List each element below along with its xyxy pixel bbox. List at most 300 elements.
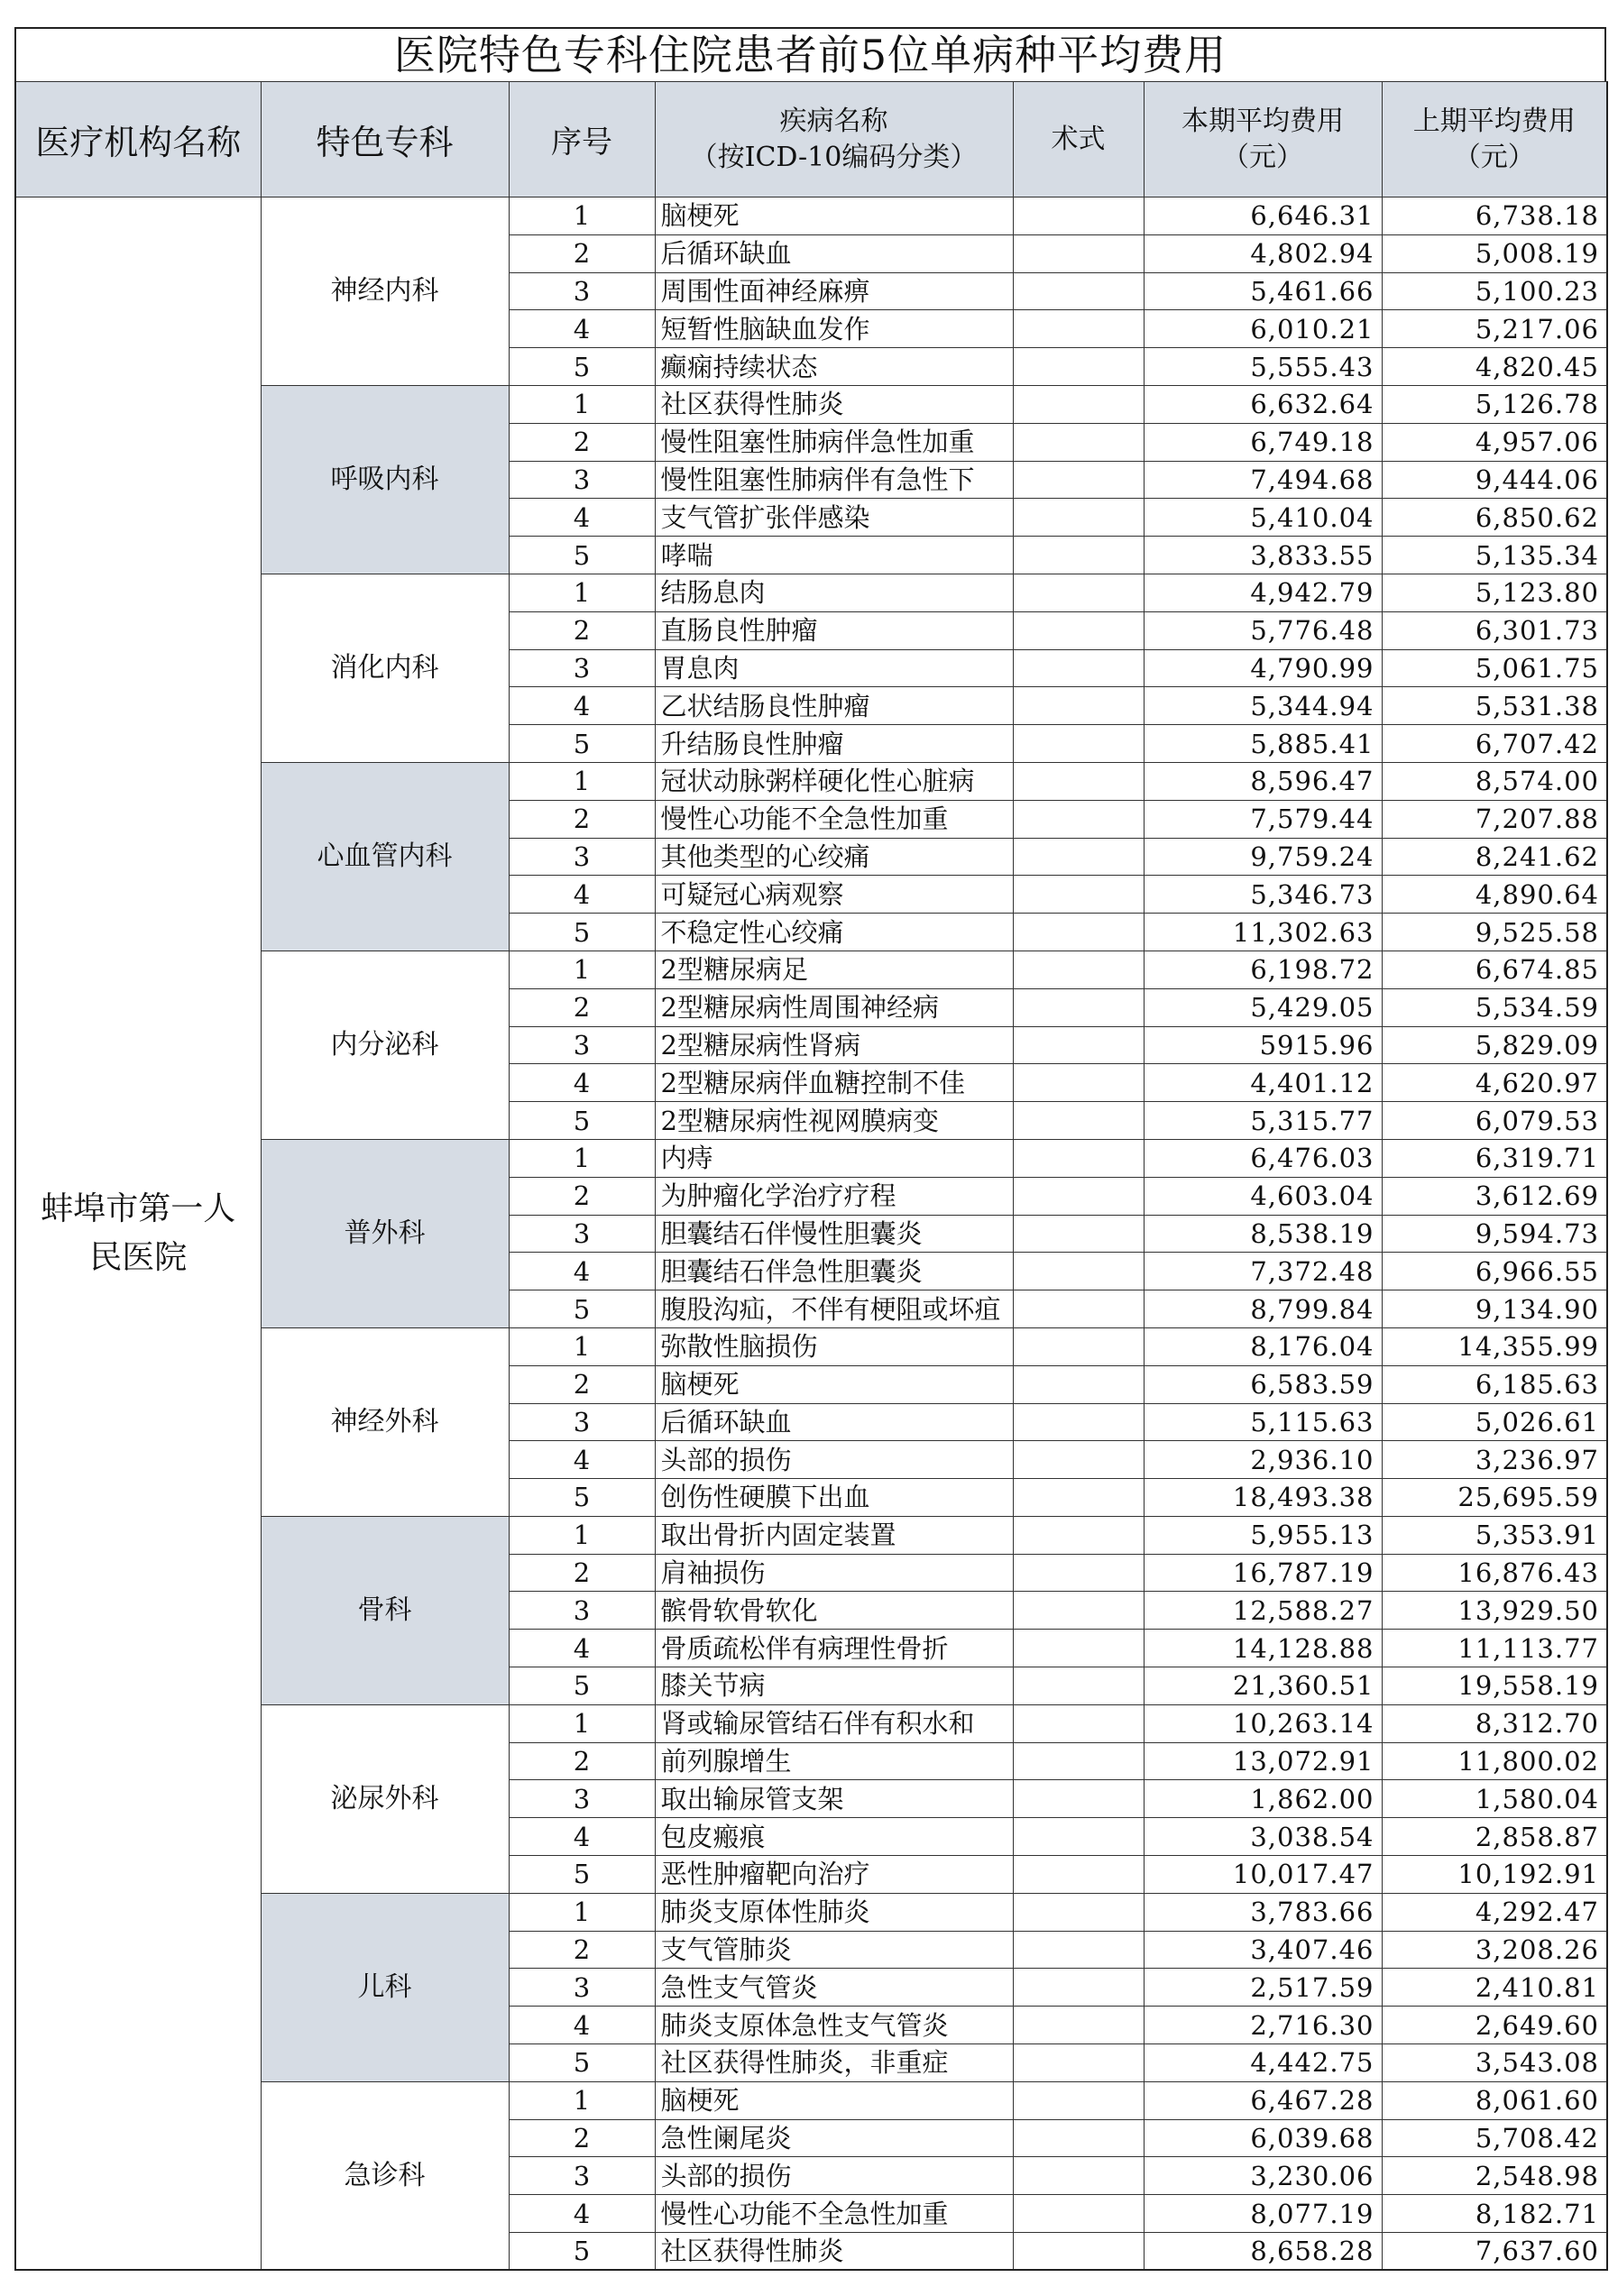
procedure-cell bbox=[1013, 2157, 1144, 2195]
procedure-cell bbox=[1013, 762, 1144, 800]
previous-avg-cost: 6,738.18 bbox=[1382, 197, 1607, 235]
procedure-cell bbox=[1013, 234, 1144, 272]
previous-avg-cost: 14,355.99 bbox=[1382, 1327, 1607, 1365]
row-seq: 1 bbox=[509, 1139, 655, 1177]
specialty-name: 内分泌科 bbox=[261, 951, 509, 1139]
current-avg-cost: 5,429.05 bbox=[1144, 988, 1382, 1026]
specialty-name: 骨科 bbox=[261, 1516, 509, 1704]
previous-avg-cost: 3,543.08 bbox=[1382, 2044, 1607, 2082]
disease-name: 后循环缺血 bbox=[655, 234, 1013, 272]
current-avg-cost: 5,461.66 bbox=[1144, 272, 1382, 310]
current-avg-cost: 4,442.75 bbox=[1144, 2044, 1382, 2082]
disease-name: 冠状动脉粥样硬化性心脏病 bbox=[655, 762, 1013, 800]
row-seq: 3 bbox=[509, 1592, 655, 1630]
procedure-cell bbox=[1013, 800, 1144, 838]
previous-avg-cost: 2,410.81 bbox=[1382, 1969, 1607, 2007]
current-avg-cost: 2,716.30 bbox=[1144, 2007, 1382, 2044]
current-avg-cost: 6,749.18 bbox=[1144, 423, 1382, 461]
previous-avg-cost: 5,135.34 bbox=[1382, 537, 1607, 574]
procedure-cell bbox=[1013, 1215, 1144, 1253]
row-seq: 5 bbox=[509, 1290, 655, 1328]
row-seq: 3 bbox=[509, 649, 655, 687]
previous-avg-cost: 6,319.71 bbox=[1382, 1139, 1607, 1177]
previous-avg-cost: 2,858.87 bbox=[1382, 1818, 1607, 1856]
specialty-name: 呼吸内科 bbox=[261, 385, 509, 574]
previous-avg-cost: 3,208.26 bbox=[1382, 1931, 1607, 1969]
header-current-line2: （元） bbox=[1222, 141, 1303, 173]
previous-avg-cost: 4,292.47 bbox=[1382, 1893, 1607, 1931]
previous-avg-cost: 6,850.62 bbox=[1382, 499, 1607, 537]
header-previous-cost bbox=[1382, 82, 1607, 197]
previous-avg-cost: 2,548.98 bbox=[1382, 2157, 1607, 2195]
row-seq: 3 bbox=[509, 461, 655, 499]
disease-name: 2型糖尿病性周围神经病 bbox=[655, 988, 1013, 1026]
procedure-cell bbox=[1013, 348, 1144, 386]
row-seq: 4 bbox=[509, 687, 655, 725]
row-seq: 2 bbox=[509, 1365, 655, 1403]
specialty-name: 神经外科 bbox=[261, 1327, 509, 1516]
current-avg-cost: 8,176.04 bbox=[1144, 1327, 1382, 1365]
previous-avg-cost: 3,612.69 bbox=[1382, 1177, 1607, 1215]
current-avg-cost: 10,263.14 bbox=[1144, 1704, 1382, 1742]
previous-avg-cost: 5,217.06 bbox=[1382, 310, 1607, 348]
row-seq: 3 bbox=[509, 272, 655, 310]
cost-table bbox=[14, 81, 1608, 2271]
procedure-cell bbox=[1013, 1818, 1144, 1856]
header-institution: 医疗机构名称 bbox=[15, 82, 261, 197]
procedure-cell bbox=[1013, 876, 1144, 914]
row-seq: 4 bbox=[509, 1253, 655, 1290]
procedure-cell bbox=[1013, 2233, 1144, 2271]
previous-avg-cost: 6,079.53 bbox=[1382, 1102, 1607, 1140]
disease-name: 慢性阻塞性肺病伴有急性下 bbox=[655, 461, 1013, 499]
row-seq: 4 bbox=[509, 499, 655, 537]
disease-name: 慢性阻塞性肺病伴急性加重 bbox=[655, 423, 1013, 461]
current-avg-cost: 5,776.48 bbox=[1144, 611, 1382, 649]
specialty-name: 急诊科 bbox=[261, 2081, 509, 2270]
disease-name: 胆囊结石伴慢性胆囊炎 bbox=[655, 1215, 1013, 1253]
current-avg-cost: 11,302.63 bbox=[1144, 914, 1382, 951]
current-avg-cost: 8,799.84 bbox=[1144, 1290, 1382, 1328]
procedure-cell bbox=[1013, 914, 1144, 951]
procedure-cell bbox=[1013, 838, 1144, 876]
disease-name: 社区获得性肺炎 bbox=[655, 385, 1013, 423]
row-seq: 1 bbox=[509, 197, 655, 235]
disease-name: 脑梗死 bbox=[655, 1365, 1013, 1403]
row-seq: 2 bbox=[509, 423, 655, 461]
procedure-cell bbox=[1013, 310, 1144, 348]
disease-name: 取出骨折内固定装置 bbox=[655, 1516, 1013, 1554]
row-seq: 5 bbox=[509, 2044, 655, 2082]
header-seq: 序号 bbox=[509, 82, 655, 197]
procedure-cell bbox=[1013, 611, 1144, 649]
current-avg-cost: 4,790.99 bbox=[1144, 649, 1382, 687]
previous-avg-cost: 10,192.91 bbox=[1382, 1856, 1607, 1894]
current-avg-cost: 1,862.00 bbox=[1144, 1780, 1382, 1818]
row-seq: 3 bbox=[509, 838, 655, 876]
disease-name: 社区获得性肺炎 bbox=[655, 2233, 1013, 2271]
current-avg-cost: 3,407.46 bbox=[1144, 1931, 1382, 1969]
procedure-cell bbox=[1013, 1177, 1144, 1215]
current-avg-cost: 13,072.91 bbox=[1144, 1742, 1382, 1780]
header-disease-line2: （按ICD-10编码分类） bbox=[690, 141, 978, 173]
disease-name: 膝关节病 bbox=[655, 1667, 1013, 1705]
row-seq: 5 bbox=[509, 348, 655, 386]
procedure-cell bbox=[1013, 1441, 1144, 1479]
header-previous-line2: （元） bbox=[1453, 141, 1535, 173]
disease-name: 腹股沟疝，不伴有梗阻或坏疽 bbox=[655, 1290, 1013, 1328]
row-seq: 1 bbox=[509, 1327, 655, 1365]
row-seq: 2 bbox=[509, 1554, 655, 1592]
specialty-name: 心血管内科 bbox=[261, 762, 509, 951]
disease-name: 不稳定性心绞痛 bbox=[655, 914, 1013, 951]
row-seq: 5 bbox=[509, 537, 655, 574]
row-seq: 2 bbox=[509, 234, 655, 272]
disease-name: 胃息肉 bbox=[655, 649, 1013, 687]
previous-avg-cost: 8,312.70 bbox=[1382, 1704, 1607, 1742]
disease-name: 可疑冠心病观察 bbox=[655, 876, 1013, 914]
disease-name: 髌骨软骨软化 bbox=[655, 1592, 1013, 1630]
current-avg-cost: 2,936.10 bbox=[1144, 1441, 1382, 1479]
row-seq: 1 bbox=[509, 1704, 655, 1742]
row-seq: 4 bbox=[509, 876, 655, 914]
previous-avg-cost: 8,061.60 bbox=[1382, 2081, 1607, 2119]
current-avg-cost: 5,555.43 bbox=[1144, 348, 1382, 386]
procedure-cell bbox=[1013, 2119, 1144, 2157]
header-row bbox=[15, 82, 1607, 197]
row-seq: 1 bbox=[509, 2081, 655, 2119]
procedure-cell bbox=[1013, 687, 1144, 725]
procedure-cell bbox=[1013, 537, 1144, 574]
previous-avg-cost: 19,558.19 bbox=[1382, 1667, 1607, 1705]
procedure-cell bbox=[1013, 2195, 1144, 2233]
disease-name: 升结肠良性肿瘤 bbox=[655, 725, 1013, 763]
previous-avg-cost: 6,185.63 bbox=[1382, 1365, 1607, 1403]
current-avg-cost: 4,802.94 bbox=[1144, 234, 1382, 272]
procedure-cell bbox=[1013, 1893, 1144, 1931]
disease-name: 恶性肿瘤靶向治疗 bbox=[655, 1856, 1013, 1894]
previous-avg-cost: 5,026.61 bbox=[1382, 1403, 1607, 1441]
row-seq: 1 bbox=[509, 1516, 655, 1554]
row-seq: 1 bbox=[509, 385, 655, 423]
previous-avg-cost: 11,113.77 bbox=[1382, 1630, 1607, 1667]
previous-avg-cost: 3,236.97 bbox=[1382, 1441, 1607, 1479]
procedure-cell bbox=[1013, 1704, 1144, 1742]
procedure-cell bbox=[1013, 1856, 1144, 1894]
procedure-cell bbox=[1013, 1290, 1144, 1328]
disease-name: 慢性心功能不全急性加重 bbox=[655, 800, 1013, 838]
disease-name: 肾或输尿管结石伴有积水和 bbox=[655, 1704, 1013, 1742]
previous-avg-cost: 25,695.59 bbox=[1382, 1479, 1607, 1517]
disease-name: 急性支气管炎 bbox=[655, 1969, 1013, 2007]
row-seq: 4 bbox=[509, 2195, 655, 2233]
current-avg-cost: 18,493.38 bbox=[1144, 1479, 1382, 1517]
procedure-cell bbox=[1013, 1139, 1144, 1177]
institution-name: 蚌埠市第一人民医院 bbox=[15, 197, 261, 2271]
row-seq: 3 bbox=[509, 1969, 655, 2007]
current-avg-cost: 14,128.88 bbox=[1144, 1630, 1382, 1667]
disease-name: 为肿瘤化学治疗疗程 bbox=[655, 1177, 1013, 1215]
previous-avg-cost: 11,800.02 bbox=[1382, 1742, 1607, 1780]
current-avg-cost: 6,632.64 bbox=[1144, 385, 1382, 423]
table-body bbox=[15, 197, 1607, 2271]
row-seq: 5 bbox=[509, 2233, 655, 2271]
header-current-line1: 本期平均费用 bbox=[1181, 105, 1344, 137]
procedure-cell bbox=[1013, 1064, 1144, 1102]
current-avg-cost: 8,538.19 bbox=[1144, 1215, 1382, 1253]
row-seq: 5 bbox=[509, 1856, 655, 1894]
disease-name: 肺炎支原体性肺炎 bbox=[655, 1893, 1013, 1931]
procedure-cell bbox=[1013, 1403, 1144, 1441]
previous-avg-cost: 2,649.60 bbox=[1382, 2007, 1607, 2044]
header-disease-line1: 疾病名称 bbox=[779, 105, 888, 137]
procedure-cell bbox=[1013, 1253, 1144, 1290]
previous-avg-cost: 5,531.38 bbox=[1382, 687, 1607, 725]
current-avg-cost: 21,360.51 bbox=[1144, 1667, 1382, 1705]
disease-name: 结肠息肉 bbox=[655, 574, 1013, 611]
previous-avg-cost: 4,620.97 bbox=[1382, 1064, 1607, 1102]
previous-avg-cost: 5,353.91 bbox=[1382, 1516, 1607, 1554]
current-avg-cost: 9,759.24 bbox=[1144, 838, 1382, 876]
row-seq: 5 bbox=[509, 1102, 655, 1140]
procedure-cell bbox=[1013, 1931, 1144, 1969]
previous-avg-cost: 5,708.42 bbox=[1382, 2119, 1607, 2157]
row-seq: 5 bbox=[509, 725, 655, 763]
procedure-cell bbox=[1013, 1327, 1144, 1365]
procedure-cell bbox=[1013, 197, 1144, 235]
disease-name: 肺炎支原体急性支气管炎 bbox=[655, 2007, 1013, 2044]
procedure-cell bbox=[1013, 1780, 1144, 1818]
header-specialty: 特色专科 bbox=[261, 82, 509, 197]
current-avg-cost: 5,955.13 bbox=[1144, 1516, 1382, 1554]
disease-name: 脑梗死 bbox=[655, 2081, 1013, 2119]
current-avg-cost: 4,401.12 bbox=[1144, 1064, 1382, 1102]
disease-name: 骨质疏松伴有病理性骨折 bbox=[655, 1630, 1013, 1667]
row-seq: 4 bbox=[509, 1630, 655, 1667]
row-seq: 1 bbox=[509, 762, 655, 800]
disease-name: 短暂性脑缺血发作 bbox=[655, 310, 1013, 348]
row-seq: 3 bbox=[509, 1403, 655, 1441]
disease-name: 社区获得性肺炎，非重症 bbox=[655, 2044, 1013, 2082]
procedure-cell bbox=[1013, 1479, 1144, 1517]
disease-name: 头部的损伤 bbox=[655, 1441, 1013, 1479]
row-seq: 4 bbox=[509, 1818, 655, 1856]
disease-name: 后循环缺血 bbox=[655, 1403, 1013, 1441]
procedure-cell bbox=[1013, 574, 1144, 611]
current-avg-cost: 8,596.47 bbox=[1144, 762, 1382, 800]
previous-avg-cost: 5,061.75 bbox=[1382, 649, 1607, 687]
current-avg-cost: 5,344.94 bbox=[1144, 687, 1382, 725]
procedure-cell bbox=[1013, 649, 1144, 687]
disease-name: 2型糖尿病性肾病 bbox=[655, 1026, 1013, 1064]
disease-name: 2型糖尿病性视网膜病变 bbox=[655, 1102, 1013, 1140]
previous-avg-cost: 13,929.50 bbox=[1382, 1592, 1607, 1630]
row-seq: 2 bbox=[509, 1742, 655, 1780]
procedure-cell bbox=[1013, 1516, 1144, 1554]
disease-name: 包皮瘢痕 bbox=[655, 1818, 1013, 1856]
row-seq: 1 bbox=[509, 1893, 655, 1931]
disease-name: 胆囊结石伴急性胆囊炎 bbox=[655, 1253, 1013, 1290]
current-avg-cost: 5915.96 bbox=[1144, 1026, 1382, 1064]
previous-avg-cost: 4,890.64 bbox=[1382, 876, 1607, 914]
procedure-cell bbox=[1013, 1630, 1144, 1667]
previous-avg-cost: 8,182.71 bbox=[1382, 2195, 1607, 2233]
previous-avg-cost: 6,966.55 bbox=[1382, 1253, 1607, 1290]
disease-name: 哮喘 bbox=[655, 537, 1013, 574]
spreadsheet bbox=[14, 27, 1606, 2271]
row-seq: 4 bbox=[509, 310, 655, 348]
row-seq: 1 bbox=[509, 574, 655, 611]
disease-name: 2型糖尿病足 bbox=[655, 951, 1013, 988]
procedure-cell bbox=[1013, 1592, 1144, 1630]
specialty-name: 儿科 bbox=[261, 1893, 509, 2081]
disease-name: 创伤性硬膜下出血 bbox=[655, 1479, 1013, 1517]
procedure-cell bbox=[1013, 951, 1144, 988]
disease-name: 支气管肺炎 bbox=[655, 1931, 1013, 1969]
current-avg-cost: 16,787.19 bbox=[1144, 1554, 1382, 1592]
procedure-cell bbox=[1013, 272, 1144, 310]
row-seq: 2 bbox=[509, 1177, 655, 1215]
current-avg-cost: 6,039.68 bbox=[1144, 2119, 1382, 2157]
current-avg-cost: 5,410.04 bbox=[1144, 499, 1382, 537]
current-avg-cost: 3,230.06 bbox=[1144, 2157, 1382, 2195]
specialty-name: 神经内科 bbox=[261, 197, 509, 386]
procedure-cell bbox=[1013, 1026, 1144, 1064]
previous-avg-cost: 5,126.78 bbox=[1382, 385, 1607, 423]
previous-avg-cost: 6,707.42 bbox=[1382, 725, 1607, 763]
disease-name: 乙状结肠良性肿瘤 bbox=[655, 687, 1013, 725]
row-seq: 2 bbox=[509, 2119, 655, 2157]
row-seq: 5 bbox=[509, 1667, 655, 1705]
previous-avg-cost: 5,534.59 bbox=[1382, 988, 1607, 1026]
previous-avg-cost: 4,820.45 bbox=[1382, 348, 1607, 386]
current-avg-cost: 7,579.44 bbox=[1144, 800, 1382, 838]
previous-avg-cost: 8,241.62 bbox=[1382, 838, 1607, 876]
disease-name: 内痔 bbox=[655, 1139, 1013, 1177]
row-seq: 2 bbox=[509, 800, 655, 838]
current-avg-cost: 5,315.77 bbox=[1144, 1102, 1382, 1140]
previous-avg-cost: 8,574.00 bbox=[1382, 762, 1607, 800]
disease-name: 慢性心功能不全急性加重 bbox=[655, 2195, 1013, 2233]
procedure-cell bbox=[1013, 725, 1144, 763]
row-seq: 2 bbox=[509, 1931, 655, 1969]
disease-name: 2型糖尿病伴血糖控制不佳 bbox=[655, 1064, 1013, 1102]
disease-name: 直肠良性肿瘤 bbox=[655, 611, 1013, 649]
current-avg-cost: 6,010.21 bbox=[1144, 310, 1382, 348]
procedure-cell bbox=[1013, 461, 1144, 499]
previous-avg-cost: 7,637.60 bbox=[1382, 2233, 1607, 2271]
previous-avg-cost: 9,134.90 bbox=[1382, 1290, 1607, 1328]
current-avg-cost: 5,885.41 bbox=[1144, 725, 1382, 763]
row-seq: 4 bbox=[509, 2007, 655, 2044]
row-seq: 2 bbox=[509, 611, 655, 649]
procedure-cell bbox=[1013, 499, 1144, 537]
current-avg-cost: 4,603.04 bbox=[1144, 1177, 1382, 1215]
row-seq: 3 bbox=[509, 1215, 655, 1253]
procedure-cell bbox=[1013, 1667, 1144, 1705]
current-avg-cost: 7,372.48 bbox=[1144, 1253, 1382, 1290]
sheet-title: 医院特色专科住院患者前5位单病种平均费用 bbox=[14, 27, 1606, 81]
disease-name: 急性阑尾炎 bbox=[655, 2119, 1013, 2157]
row-seq: 5 bbox=[509, 1479, 655, 1517]
procedure-cell bbox=[1013, 1554, 1144, 1592]
previous-avg-cost: 1,580.04 bbox=[1382, 1780, 1607, 1818]
previous-avg-cost: 6,301.73 bbox=[1382, 611, 1607, 649]
row-seq: 1 bbox=[509, 951, 655, 988]
procedure-cell bbox=[1013, 1365, 1144, 1403]
disease-name: 周围性面神经麻痹 bbox=[655, 272, 1013, 310]
procedure-cell bbox=[1013, 1742, 1144, 1780]
previous-avg-cost: 9,594.73 bbox=[1382, 1215, 1607, 1253]
current-avg-cost: 6,198.72 bbox=[1144, 951, 1382, 988]
row-seq: 4 bbox=[509, 1441, 655, 1479]
procedure-cell bbox=[1013, 988, 1144, 1026]
procedure-cell bbox=[1013, 423, 1144, 461]
disease-name: 头部的损伤 bbox=[655, 2157, 1013, 2195]
current-avg-cost: 6,583.59 bbox=[1144, 1365, 1382, 1403]
disease-name: 支气管扩张伴感染 bbox=[655, 499, 1013, 537]
header-previous-line1: 上期平均费用 bbox=[1412, 105, 1576, 137]
disease-name: 其他类型的心绞痛 bbox=[655, 838, 1013, 876]
disease-name: 肩袖损伤 bbox=[655, 1554, 1013, 1592]
previous-avg-cost: 9,444.06 bbox=[1382, 461, 1607, 499]
disease-name: 弥散性脑损伤 bbox=[655, 1327, 1013, 1365]
header-current-cost bbox=[1144, 82, 1382, 197]
specialty-name: 普外科 bbox=[261, 1139, 509, 1327]
row-seq: 2 bbox=[509, 988, 655, 1026]
procedure-cell bbox=[1013, 1102, 1144, 1140]
current-avg-cost: 12,588.27 bbox=[1144, 1592, 1382, 1630]
disease-name: 取出输尿管支架 bbox=[655, 1780, 1013, 1818]
disease-name: 癫痫持续状态 bbox=[655, 348, 1013, 386]
current-avg-cost: 5,115.63 bbox=[1144, 1403, 1382, 1441]
current-avg-cost: 5,346.73 bbox=[1144, 876, 1382, 914]
previous-avg-cost: 16,876.43 bbox=[1382, 1554, 1607, 1592]
specialty-name: 泌尿外科 bbox=[261, 1704, 509, 1893]
previous-avg-cost: 5,008.19 bbox=[1382, 234, 1607, 272]
row-seq: 5 bbox=[509, 914, 655, 951]
previous-avg-cost: 5,100.23 bbox=[1382, 272, 1607, 310]
row-seq: 3 bbox=[509, 1780, 655, 1818]
procedure-cell bbox=[1013, 2044, 1144, 2082]
header-disease bbox=[655, 82, 1013, 197]
current-avg-cost: 8,658.28 bbox=[1144, 2233, 1382, 2271]
current-avg-cost: 3,038.54 bbox=[1144, 1818, 1382, 1856]
row-seq: 4 bbox=[509, 1064, 655, 1102]
procedure-cell bbox=[1013, 2081, 1144, 2119]
current-avg-cost: 6,467.28 bbox=[1144, 2081, 1382, 2119]
previous-avg-cost: 5,829.09 bbox=[1382, 1026, 1607, 1064]
current-avg-cost: 10,017.47 bbox=[1144, 1856, 1382, 1894]
current-avg-cost: 2,517.59 bbox=[1144, 1969, 1382, 2007]
specialty-name: 消化内科 bbox=[261, 574, 509, 762]
table-row bbox=[15, 197, 1607, 235]
previous-avg-cost: 4,957.06 bbox=[1382, 423, 1607, 461]
row-seq: 3 bbox=[509, 2157, 655, 2195]
previous-avg-cost: 9,525.58 bbox=[1382, 914, 1607, 951]
current-avg-cost: 3,833.55 bbox=[1144, 537, 1382, 574]
previous-avg-cost: 5,123.80 bbox=[1382, 574, 1607, 611]
current-avg-cost: 4,942.79 bbox=[1144, 574, 1382, 611]
previous-avg-cost: 7,207.88 bbox=[1382, 800, 1607, 838]
disease-name: 前列腺增生 bbox=[655, 1742, 1013, 1780]
current-avg-cost: 6,646.31 bbox=[1144, 197, 1382, 235]
disease-name: 脑梗死 bbox=[655, 197, 1013, 235]
procedure-cell bbox=[1013, 2007, 1144, 2044]
procedure-cell bbox=[1013, 385, 1144, 423]
row-seq: 3 bbox=[509, 1026, 655, 1064]
current-avg-cost: 8,077.19 bbox=[1144, 2195, 1382, 2233]
